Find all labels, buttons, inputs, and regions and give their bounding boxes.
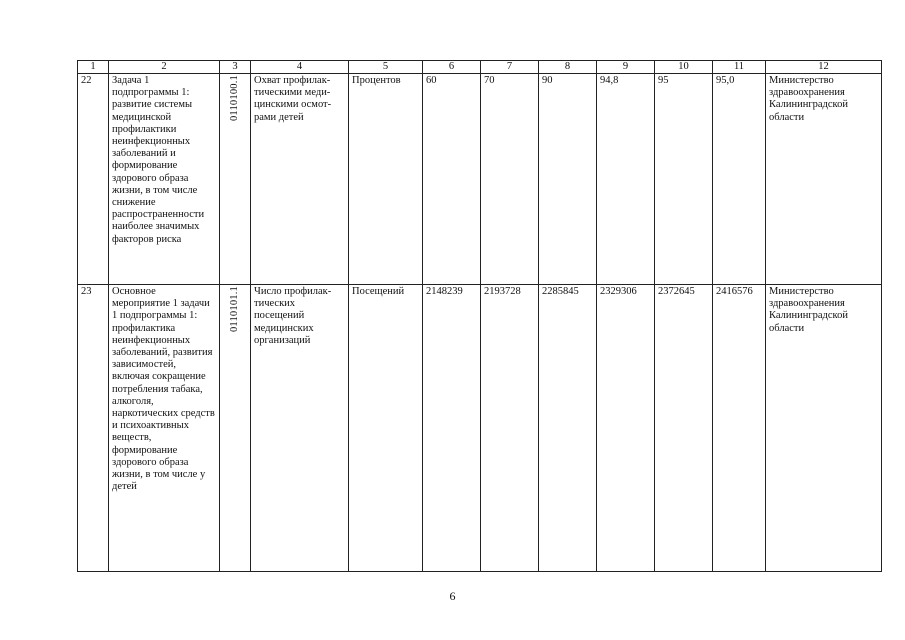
header-row bbox=[78, 61, 882, 74]
code-cell bbox=[220, 74, 251, 285]
table-row bbox=[78, 74, 882, 285]
header-cell: 12 bbox=[766, 61, 882, 74]
value-cell: 95 bbox=[655, 74, 713, 285]
header-cell: 5 bbox=[349, 61, 423, 74]
value-cell: 95,0 bbox=[713, 74, 766, 285]
unit-cell: Посещений bbox=[349, 285, 423, 572]
responsible-cell: Министерство здравоохранения Калининградской области bbox=[766, 74, 882, 285]
row-number: 23 bbox=[78, 285, 109, 572]
header-cell: 10 bbox=[655, 61, 713, 74]
indicators-table bbox=[77, 60, 882, 572]
budget-code: 0110100.1 bbox=[228, 75, 240, 122]
header-cell: 7 bbox=[481, 61, 539, 74]
header-cell: 9 bbox=[597, 61, 655, 74]
header-cell: 8 bbox=[539, 61, 597, 74]
header-cell: 4 bbox=[251, 61, 349, 74]
task-description: Основное мероприятие 1 задачи 1 подпрограммы 1: профилактика неинфекционных заболеваний, развития зависимостей, включая сокращение потребления табака, алкоголя, наркотических средств и психоактивных веществ, формирование здорового образа жизни, в том числе у детей bbox=[109, 285, 220, 572]
indicator-name: Охват профилак-тическими меди-цинскими осмот-рами детей bbox=[251, 74, 349, 285]
budget-code: 0110101.1 bbox=[228, 286, 240, 333]
value-cell: 2193728 bbox=[481, 285, 539, 572]
value-cell: 2148239 bbox=[423, 285, 481, 572]
table-row bbox=[78, 285, 882, 572]
value-cell: 2329306 bbox=[597, 285, 655, 572]
header-cell: 1 bbox=[78, 61, 109, 74]
value-cell: 70 bbox=[481, 74, 539, 285]
header-cell: 2 bbox=[109, 61, 220, 74]
task-description: Задача 1 подпрограммы 1: развитие системы медицинской профилактики неинфекционных заболеваний и формирование здорового образа жизни, в том числе снижение распространенности наиболее значимых факторов риска bbox=[109, 74, 220, 285]
page-number: 6 bbox=[449, 589, 456, 603]
value-cell: 90 bbox=[539, 74, 597, 285]
code-cell bbox=[220, 285, 251, 572]
header-cell: 6 bbox=[423, 61, 481, 74]
value-cell: 2372645 bbox=[655, 285, 713, 572]
unit-cell: Процентов bbox=[349, 74, 423, 285]
responsible-cell: Министерство здравоохранения Калининградской области bbox=[766, 285, 882, 572]
value-cell: 60 bbox=[423, 74, 481, 285]
row-number: 22 bbox=[78, 74, 109, 285]
header-cell: 11 bbox=[713, 61, 766, 74]
header-cell: 3 bbox=[220, 61, 251, 74]
value-cell: 2416576 bbox=[713, 285, 766, 572]
value-cell: 2285845 bbox=[539, 285, 597, 572]
indicator-name: Число профилак-тических посещений медицинских организаций bbox=[251, 285, 349, 572]
value-cell: 94,8 bbox=[597, 74, 655, 285]
